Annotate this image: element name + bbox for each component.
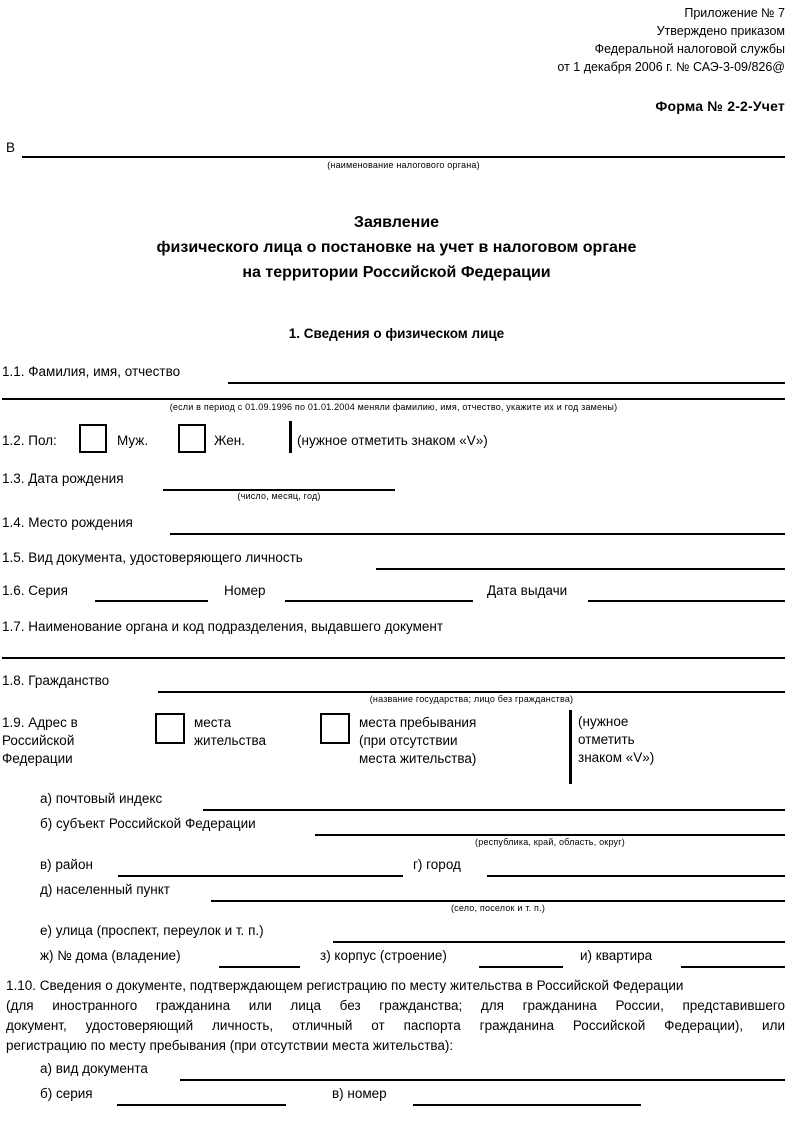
item-1-9-option1-line2: жительства <box>194 733 267 748</box>
item-1-9-sub-a-label: а) почтовый индекс <box>40 791 163 806</box>
form-number: Форма № 2-2-Учет <box>655 98 785 114</box>
item-1-10-line3: документ, удостоверяющий личность, отличный от паспорта гражданина Российской Федерации), или <box>6 1018 785 1033</box>
section-1-heading: 1. Сведения о физическом лице <box>288 326 505 341</box>
item-1-2-female-label: Жен. <box>214 433 246 448</box>
form-title-line1: Заявление <box>353 214 440 231</box>
federal-tax-service: Федеральной налоговой службы <box>594 42 785 56</box>
item-1-9-apartment-line[interactable] <box>681 966 785 968</box>
item-1-9-label-line1: 1.9. Адрес в <box>2 715 78 730</box>
item-1-9-sub-d-label: д) населенный пункт <box>40 882 170 897</box>
item-1-1-label: 1.1. Фамилия, имя, отчество <box>2 364 181 379</box>
item-1-2-label: 1.2. Пол: <box>2 433 57 448</box>
item-1-9-street-line[interactable] <box>333 941 785 943</box>
item-1-9-postal-index-line[interactable] <box>203 809 785 811</box>
item-1-9-note-line3: знаком «V») <box>578 750 655 765</box>
item-1-8-caption: (название государства; лицо без гражданства) <box>369 694 574 704</box>
item-1-9-divider <box>569 710 572 784</box>
item-1-7-line[interactable] <box>2 657 785 659</box>
order-date-number: от 1 декабря 2006 г. № САЭ-3-09/826@ <box>557 60 785 74</box>
item-1-6-series-line[interactable] <box>95 600 208 602</box>
item-1-6-issue-date-line[interactable] <box>588 600 785 602</box>
item-1-9-sub-b-label: б) субъект Российской Федерации <box>40 816 256 831</box>
checkbox-residence-place[interactable] <box>155 713 185 744</box>
item-1-2-note: (нужное отметить знаком «V») <box>297 433 488 448</box>
item-1-9-settlement-line[interactable] <box>211 900 785 902</box>
item-1-6-issue-date-label: Дата выдачи <box>487 583 568 598</box>
item-1-8-line[interactable] <box>158 691 785 693</box>
item-1-10-paragraph <box>6 976 785 1056</box>
item-1-9-label-line3: Федерации <box>2 751 73 766</box>
form-title-line3: на территории Российской Федерации <box>242 264 551 281</box>
item-1-9-option2-line3: места жительства) <box>359 751 477 766</box>
item-1-6-label: 1.6. Серия <box>2 583 68 598</box>
item-1-9-sub-zh-label: ж) № дома (владение) <box>40 948 181 963</box>
item-1-10-sub-a-label: а) вид документа <box>40 1061 148 1076</box>
form-title-line2: физического лица о постановке на учет в налоговом органе <box>156 239 637 256</box>
item-1-1-caption: (если в период с 01.09.1996 по 01.01.2004 меняли фамилию, имя, отчество, укажите их и год замены) <box>169 402 618 412</box>
addressee-prefix: В <box>6 140 16 155</box>
item-1-3-caption: (число, месяц, год) <box>237 491 321 501</box>
item-1-2-male-label: Муж. <box>117 433 149 448</box>
item-1-10-line2: (для иностранного гражданина или лица без гражданства; для гражданина России, представившего <box>6 998 785 1013</box>
item-1-3-label: 1.3. Дата рождения <box>2 471 124 486</box>
item-1-10-series-line[interactable] <box>117 1104 286 1106</box>
item-1-9-sub-i-label: и) квартира <box>580 948 653 963</box>
addressee-line[interactable] <box>22 156 785 158</box>
item-1-7-label: 1.7. Наименование органа и код подразделения, выдавшего документ <box>2 619 444 634</box>
item-1-5-line[interactable] <box>376 568 785 570</box>
item-1-1-line-1[interactable] <box>228 382 785 384</box>
item-1-10-number-line[interactable] <box>413 1104 641 1106</box>
item-1-10-sub-b-label: б) серия <box>40 1086 93 1101</box>
form-approval-header <box>557 4 785 76</box>
item-1-10-line4: регистрацию по месту пребывания (при отсутствии места жительства): <box>6 1038 454 1053</box>
item-1-5-label: 1.5. Вид документа, удостоверяющего личность <box>2 550 303 565</box>
item-1-1-line-2[interactable] <box>2 398 785 400</box>
item-1-9-subject-line[interactable] <box>315 834 785 836</box>
item-1-9-sub-v-label: в) район <box>40 857 93 872</box>
checkbox-stay-place[interactable] <box>320 713 350 744</box>
item-1-9-city-line[interactable] <box>487 875 785 877</box>
item-1-9-note-line1: (нужное <box>578 714 629 729</box>
appendix-number: Приложение № 7 <box>684 6 785 20</box>
item-1-6-number-line[interactable] <box>285 600 473 602</box>
item-1-9-option1-line1: места <box>194 715 232 730</box>
approved-by-order: Утверждено приказом <box>656 24 785 38</box>
item-1-9-option2-line1: места пребывания <box>359 715 477 730</box>
item-1-10-sub-v-label: в) номер <box>332 1086 387 1101</box>
item-1-9-sub-b-caption: (республика, край, область, округ) <box>475 837 625 847</box>
item-1-4-label: 1.4. Место рождения <box>2 515 133 530</box>
item-1-9-note-line2: отметить <box>578 732 635 747</box>
item-1-2-divider <box>289 421 292 453</box>
item-1-9-option2-line2: (при отсутствии <box>359 733 458 748</box>
item-1-9-building-line[interactable] <box>479 966 563 968</box>
item-1-9-label-line2: Российской <box>2 733 75 748</box>
item-1-9-district-line[interactable] <box>118 875 403 877</box>
item-1-10-line1: 1.10. Сведения о документе, подтверждающем регистрацию по месту жительства в Российской Федерации <box>6 978 684 993</box>
checkbox-male[interactable] <box>79 424 107 453</box>
addressee-caption: (наименование налогового органа) <box>327 160 480 170</box>
item-1-4-line[interactable] <box>170 533 785 535</box>
item-1-9-sub-d-caption: (село, поселок и т. п.) <box>450 903 546 913</box>
item-1-9-house-line[interactable] <box>219 966 300 968</box>
checkbox-female[interactable] <box>178 424 206 453</box>
item-1-6-number-label: Номер <box>224 583 266 598</box>
item-1-9-sub-g-label: г) город <box>413 857 461 872</box>
item-1-9-sub-z-label: з) корпус (строение) <box>320 948 447 963</box>
item-1-10-doc-type-line[interactable] <box>180 1079 785 1081</box>
item-1-8-label: 1.8. Гражданство <box>2 673 110 688</box>
item-1-9-sub-e-label: е) улица (проспект, переулок и т. п.) <box>40 923 264 938</box>
